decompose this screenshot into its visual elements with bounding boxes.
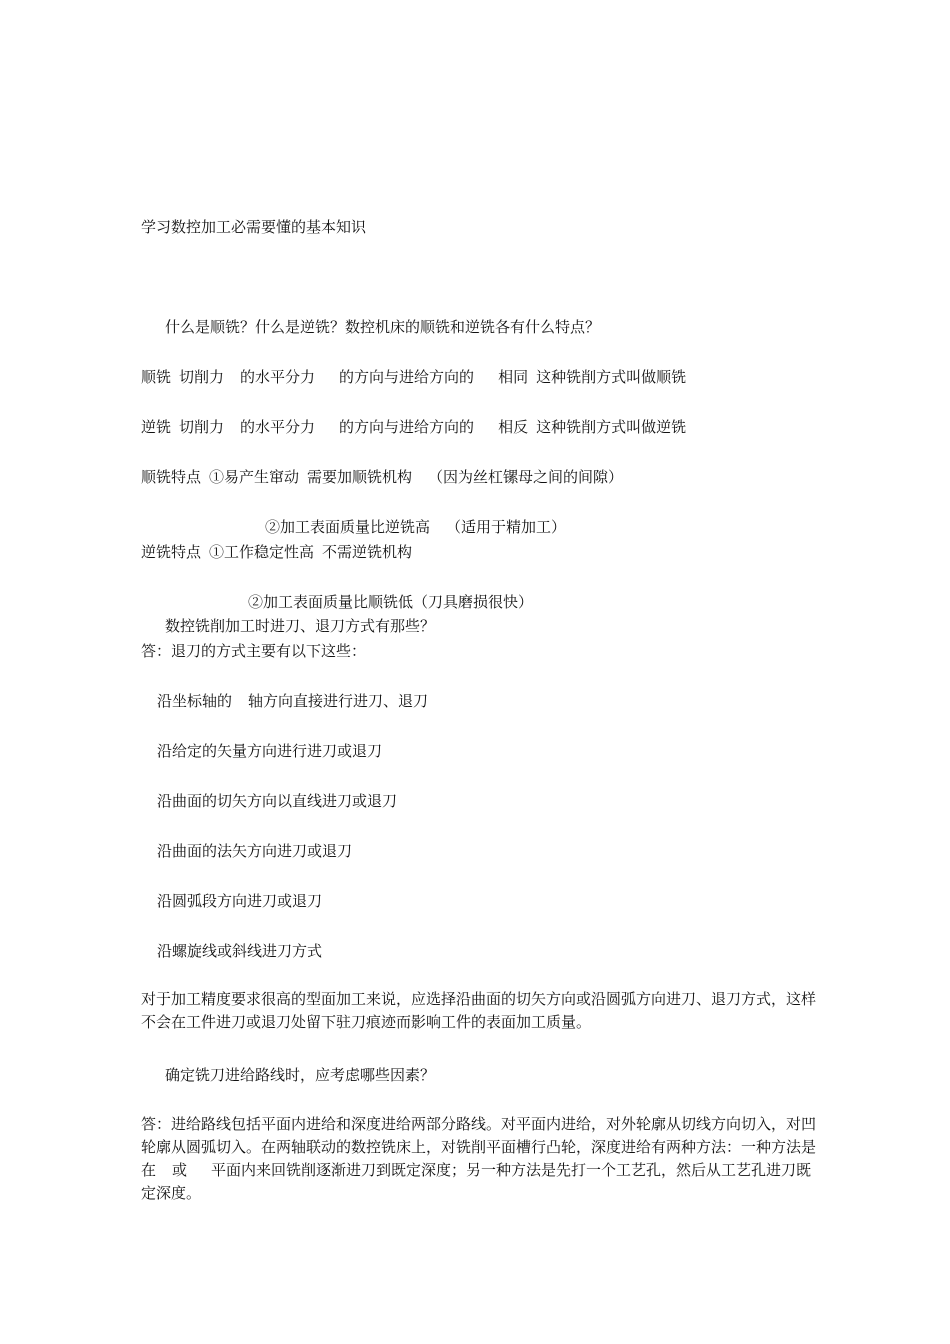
- method-item-4: 沿曲面的法矢方向进刀或退刀: [157, 842, 353, 860]
- shunxi-same: 相同: [498, 368, 529, 386]
- nixi-component: 的水平分力: [240, 418, 316, 436]
- method-item-6: 沿螺旋线或斜线进刀方式: [157, 942, 323, 960]
- nixi-definition: [141, 416, 686, 438]
- shunxi-features-line-1: [141, 466, 623, 488]
- method-1-suffix: 轴方向直接进行进刀、退刀: [248, 692, 429, 710]
- nixi-feature-1: ①工作稳定性高: [209, 543, 315, 561]
- question-1: 什么是顺铣？什么是逆铣？数控机床的顺铣和逆铣各有什么特点？: [165, 318, 601, 336]
- shunxi-feature-1-reason: （因为丝杠镙母之间的间隙）: [428, 468, 624, 486]
- question-2: 数控铣削加工时进刀、退刀方式有那些？: [165, 617, 436, 635]
- nixi-opposite: 相反: [498, 418, 529, 436]
- answer-3-part-3: 平面内来回铣削逐渐进刀到既定深度；另一种方法是先打一个工艺孔，然后从工艺孔进刀既定深度。: [141, 1161, 812, 1202]
- shunxi-conclusion: 这种铣削方式叫做顺铣: [536, 368, 687, 386]
- nixi-force: 切削力: [179, 418, 225, 436]
- nixi-features-line-1: [141, 541, 412, 563]
- shunxi-feature-2: ②加工表面质量比逆铣高: [265, 518, 431, 536]
- nixi-feature-1-mechanism: 不需逆铣机构: [322, 543, 413, 561]
- nixi-direction: 的方向与进给方向的: [339, 418, 475, 436]
- shunxi-direction: 的方向与进给方向的: [339, 368, 475, 386]
- question-3: 确定铣刀进给路线时，应考虑哪些因素？: [165, 1066, 436, 1084]
- answer-3-part-1: 答：进给路线包括平面内进给和深度进给两部分路线。对平面内进给，对外轮廓从切线方向切入，对凹轮廓从圆弧切入。在两轴联动的数控铣床上，对铣削平面槽行凸轮，深度进给有两种方法：一种方法是在: [141, 1115, 817, 1179]
- answer-2-intro: 答：退刀的方式主要有以下这些：: [141, 642, 367, 660]
- shunxi-definition: [141, 366, 686, 388]
- summary-paragraph: 对于加工精度要求很高的型面加工来说，应选择沿曲面的切矢方向或沿圆弧方向进刀、退刀方式，这样不会在工件进刀或退刀处留下驻刀痕迹而影响工件的表面加工质量。: [141, 990, 817, 1031]
- shunxi-component: 的水平分力: [240, 368, 316, 386]
- nixi-features-label: 逆铣特点: [141, 543, 202, 561]
- method-item-1: [157, 690, 428, 712]
- shunxi-feature-1-mechanism: 需要加顺铣机构: [307, 468, 413, 486]
- answer-3-part-2: 或: [172, 1161, 188, 1179]
- shunxi-feature-1: ①易产生窜动: [209, 468, 300, 486]
- shunxi-features-line-2: [265, 516, 566, 538]
- nixi-term: 逆铣: [141, 418, 172, 436]
- shunxi-feature-2-note: （适用于精加工）: [446, 518, 567, 536]
- method-1-prefix: 沿坐标轴的: [157, 692, 233, 710]
- shunxi-force: 切削力: [179, 368, 225, 386]
- document-title: 学习数控加工必需要懂的基本知识: [141, 218, 367, 236]
- shunxi-features-label: 顺铣特点: [141, 468, 202, 486]
- method-item-3: 沿曲面的切矢方向以直线进刀或退刀: [157, 792, 398, 810]
- method-item-2: 沿给定的矢量方向进行进刀或退刀: [157, 742, 383, 760]
- nixi-conclusion: 这种铣削方式叫做逆铣: [536, 418, 687, 436]
- method-item-5: 沿圆弧段方向进刀或退刀: [157, 892, 323, 910]
- nixi-feature-2: ②加工表面质量比顺铣低（刀具磨损很快）: [248, 593, 534, 611]
- shunxi-term: 顺铣: [141, 368, 172, 386]
- answer-3-paragraph: [141, 1113, 816, 1205]
